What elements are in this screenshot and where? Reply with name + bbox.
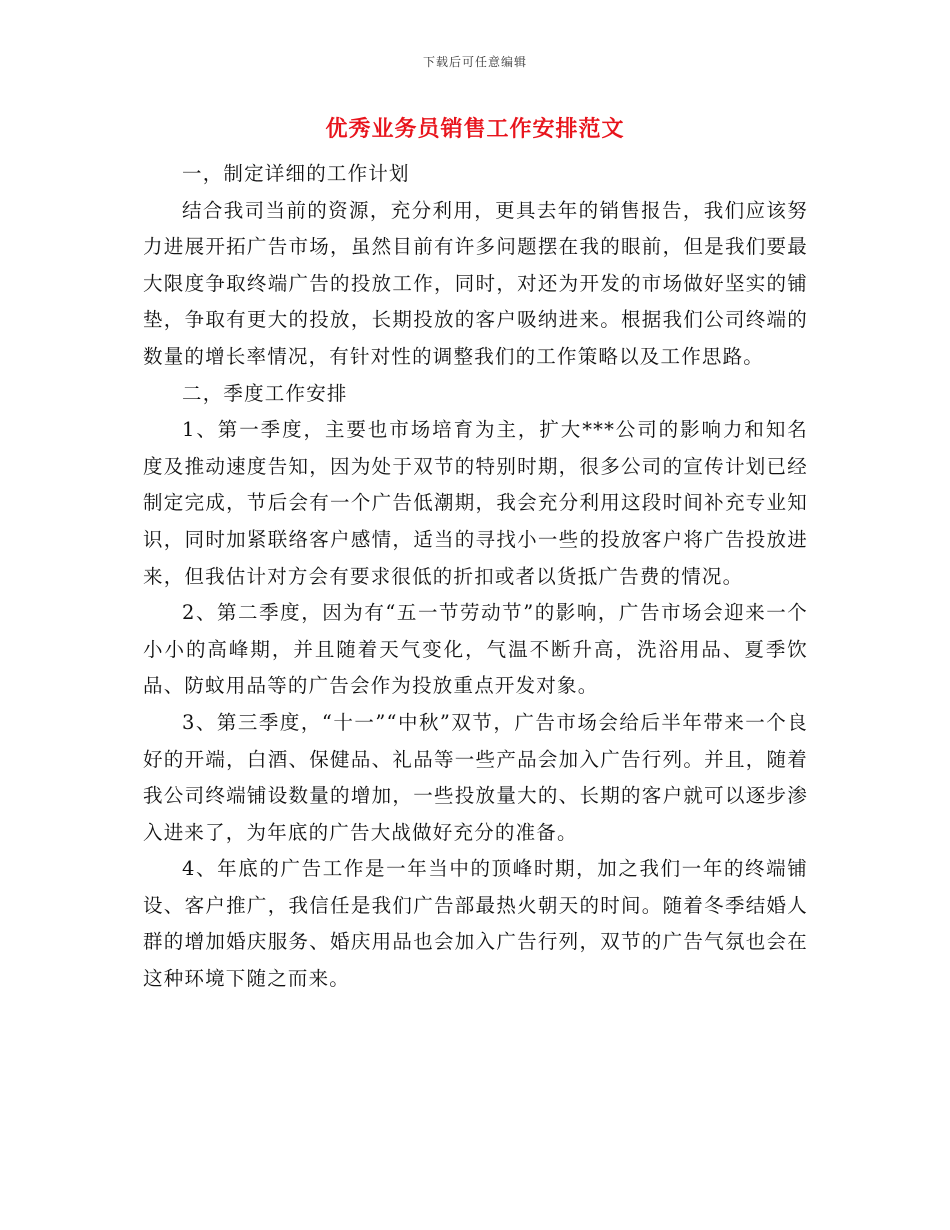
- paragraph-q3: 3、第三季度，“十一”“中秋”双节，广告市场会给后半年带来一个良好的开端，白酒、保健品、礼品等一些产品会加入广告行列。并且，随着我公司终端铺设数量的增加，一些投放量大的、长期的客户就可以逐步渗入进来了，为年底的广告大战做好充分的准备。: [143, 710, 808, 844]
- paragraph-plan-details: 结合我司当前的资源，充分利用，更具去年的销售报告，我们应该努力进展开拓广告市场，虽然目前有许多问题摆在我的眼前，但是我们要最大限度争取终端广告的投放工作，同时，对还为开发的市场做好坚实的铺垫，争取有更大的投放，长期投放的客户吸纳进来。根据我们公司终端的数量的增长率情况，有针对性的调整我们的工作策略以及工作思路。: [143, 198, 808, 368]
- paragraph-q1: 1、第一季度，主要也市场培育为主，扩大***公司的影响力和知名度及推动速度告知，因为处于双节的特别时期，很多公司的宣传计划已经制定完成，节后会有一个广告低潮期，我会充分利用这段时间补充专业知识，同时加紧联络客户感情，适当的寻找小一些的投放客户将广告投放进来，但我估计对方会有要求很低的折扣或者以货抵广告费的情况。: [143, 418, 808, 588]
- header-note: 下载后可任意编辑: [422, 55, 527, 69]
- document-body: [143, 156, 808, 998]
- paragraph-q2: 2、第二季度，因为有“五一节劳动节”的影响，广告市场会迎来一个小小的高峰期，并且随着天气变化，气温不断升高，洗浴用品、夏季饮品、防蚊用品等的广告会作为投放重点开发对象。: [143, 601, 808, 698]
- document-title: 优秀业务员销售工作安排范文: [325, 116, 625, 142]
- paragraph-year-end: 4、年底的广告工作是一年当中的顶峰时期，加之我们一年的终端铺设、客户推广，我信任是我们广告部最热火朝天的时间。随着冬季结婚人群的增加婚庆服务、婚庆用品也会加入广告行列，双节的广告气氛也会在这种环境下随之而来。: [143, 857, 808, 991]
- section-heading-plan: 一，制定详细的工作计划: [182, 162, 410, 185]
- section-heading-quarterly: 二，季度工作安排: [182, 381, 348, 405]
